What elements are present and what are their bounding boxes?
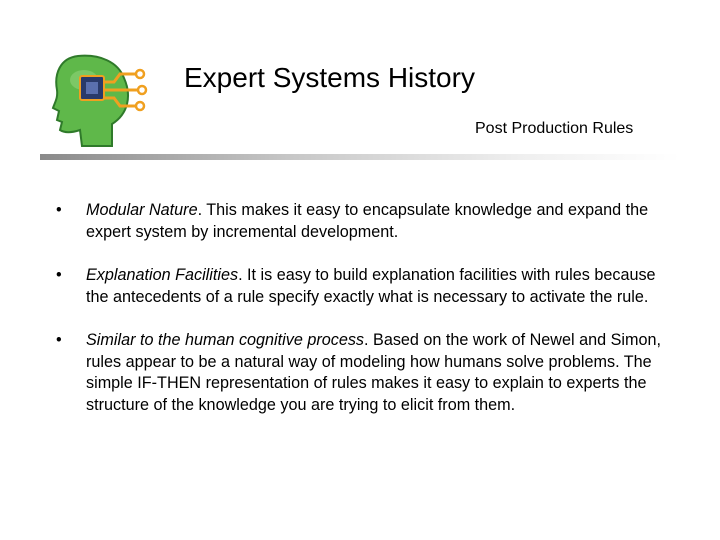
bullet-item — [56, 200, 676, 243]
bullet-lead: Similar to the human cognitive process — [86, 331, 365, 349]
bullet-text: . Based on the work of Newel and Simon, rules appear to be a natural way of modeling how humans solve problems. The simple IF-THEN representation of rules makes it easy to explain to experts the structure of the knowledge you are trying to elicit from them. — [86, 331, 661, 414]
bullet-item — [56, 265, 676, 308]
bullet-lead: Modular Nature — [86, 201, 198, 219]
bullet-text: . It is easy to build explanation facilities with rules because the antecedents of a rule specify exactly what is necessary to activate the rule. — [86, 266, 656, 306]
bullet-marker: • — [56, 331, 62, 349]
head-chip-icon — [50, 50, 155, 150]
title-divider — [40, 154, 680, 160]
bullet-text: . This makes it easy to encapsulate knowledge and expand the expert system by incremental development. — [86, 201, 649, 241]
bullet-list — [56, 200, 676, 438]
bullet-marker: • — [56, 201, 62, 219]
bullet-marker: • — [56, 266, 62, 284]
bullet-lead: Explanation Facilities — [86, 266, 239, 284]
slide-subtitle: Post Production Rules — [475, 120, 634, 137]
slide-title: Expert Systems History — [184, 62, 475, 93]
bullet-item — [56, 330, 676, 416]
